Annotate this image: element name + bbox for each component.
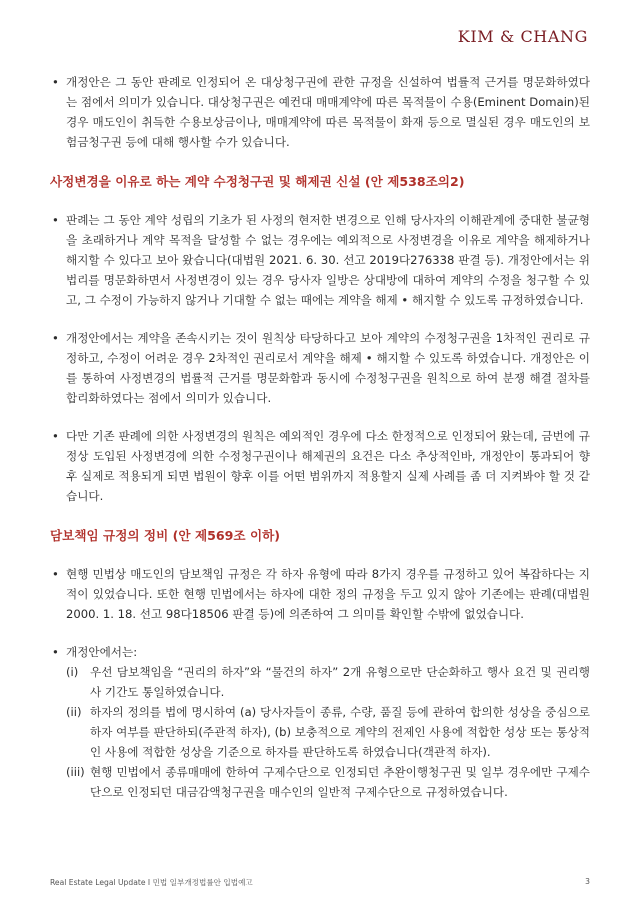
bullet-item <box>50 426 590 506</box>
bullet-text: 개정안에서는: <box>66 645 138 659</box>
bullet-dot-icon: • <box>52 213 59 227</box>
brand-logo: KIM & CHANG <box>457 27 588 46</box>
list-item <box>66 662 590 702</box>
bullet-item <box>50 210 590 310</box>
bullet-item <box>50 642 590 802</box>
list-item-number: (iii) <box>66 765 85 779</box>
numbered-list <box>66 662 590 802</box>
list-item <box>66 762 590 802</box>
list-item-number: (i) <box>66 665 79 679</box>
list-item-number: (ii) <box>66 705 82 719</box>
bullet-text: 개정안은 그 동안 판례로 인정되어 온 대상청구권에 관한 규정을 신설하여 법률적 근거를 명문화하였다는 점에서 의미가 있습니다. 대상청구권은 예컨대 매매계약에 따른 목적물이 수용(Eminent Domain)된 경우 매도인이 취득한 수용보상금이나, 매매계약에 따른 목적물이 화재 등으로 멸실된 경우 매도인의 보험금청구권 등에 대해 행사할 수가 있습니다. <box>66 75 590 149</box>
bullet-dot-icon: • <box>52 645 59 659</box>
bullet-dot-icon: • <box>52 567 59 581</box>
list-item-text: 하자의 정의를 법에 명시하여 (a) 당사자들이 종류, 수량, 품질 등에 관하여 합의한 성상을 중심으로 하자 여부를 판단하되(주관적 하자), (b) 보충적으로 계약의 전제인 사용에 적합한 성상 또는 통상적인 사용에 적합한 성상을 기준으로 하자를 판단하도록 하였습니다(객관적 하자). <box>90 705 590 759</box>
bullet-text: 판례는 그 동안 계약 성립의 기초가 된 사정의 현저한 변경으로 인해 당사자의 이해관계에 중대한 불균형을 초래하거나 계약 목적을 달성할 수 없는 경우에는 예외적으로 사정변경을 이유로 계약을 해제하거나 해지할 수 있다고 보아 왔습니다(대법원 2021. 6. 30. 선고 2019다276338 판결 등). 개정안에서는 위 법리를 명문화하면서 사정변경이 있는 경우 당사자 일방은 상대방에 대하여 계약의 수정을 청구할 수 있고, 그 수정이 가능하지 않거나 기대할 수 없는 때에는 계약을 해제 • 해지할 수 있도록 규정하였습니다. <box>66 213 590 307</box>
bullet-item <box>50 72 590 152</box>
page-footer <box>50 877 590 888</box>
document-body <box>50 72 590 802</box>
list-item-text: 현행 민법에서 종류매매에 한하여 구제수단으로 인정되던 추완이행청구권 및 일부 경우에만 구제수단으로 인정되던 대금감액청구권을 매수인의 일반적 구제수단으로 규정하였습니다. <box>90 765 590 799</box>
bullet-text: 현행 민법상 매도인의 담보책임 규정은 각 하자 유형에 따라 8가지 경우를 규정하고 있어 복잡하다는 지적이 있었습니다. 또한 현행 민법에서는 하자에 대한 정의 규정을 두고 있지 않아 기존에는 판례(대법원 2000. 1. 18. 선고 98다18506 판결 등)에 의존하여 그 의미를 확인할 수밖에 없었습니다. <box>66 567 590 621</box>
bullet-item <box>50 328 590 408</box>
bullet-item <box>50 564 590 624</box>
footer-title: Real Estate Legal Update Ι 민법 일부개정법률안 입법예고 <box>50 878 253 887</box>
bullet-dot-icon: • <box>52 331 59 345</box>
section-heading: 담보책임 규정의 정비 (안 제569조 이하) <box>50 528 281 543</box>
section-heading: 사정변경을 이유로 하는 계약 수정청구권 및 해제권 신설 (안 제538조의2) <box>50 174 465 189</box>
bullet-dot-icon: • <box>52 429 59 443</box>
list-item <box>66 702 590 762</box>
bullet-text: 개정안에서는 계약을 존속시키는 것이 원칙상 타당하다고 보아 계약의 수정청구권을 1차적인 권리로 규정하고, 수정이 어려운 경우 2차적인 권리로서 계약을 해제 • 해지할 수 있도록 하였습니다. 개정안은 이를 통하여 사정변경의 법률적 근거를 명문화함과 동시에 수정청구권을 원칙으로 하여 분쟁 해결 절차를 합리화하였다는 점에서 의미가 있습니다. <box>66 331 590 405</box>
bullet-dot-icon: • <box>52 75 59 89</box>
page-number: 3 <box>585 877 590 886</box>
bullet-text: 다만 기존 판례에 의한 사정변경의 원칙은 예외적인 경우에 다소 한정적으로 인정되어 왔는데, 금번에 규정상 도입된 사정변경에 의한 수정청구권이나 해제권의 요건은 다소 추상적인바, 개정안이 통과되어 향후 실제로 적용되게 되면 법원이 향후 이를 어떤 범위까지 적용할지 실제 사례를 좀 더 지켜봐야 할 것 같습니다. <box>66 429 590 503</box>
list-item-text: 우선 담보책임을 “권리의 하자”와 “물건의 하자” 2개 유형으로만 단순화하고 행사 요건 및 권리행사 기간도 통일하였습니다. <box>90 665 590 699</box>
